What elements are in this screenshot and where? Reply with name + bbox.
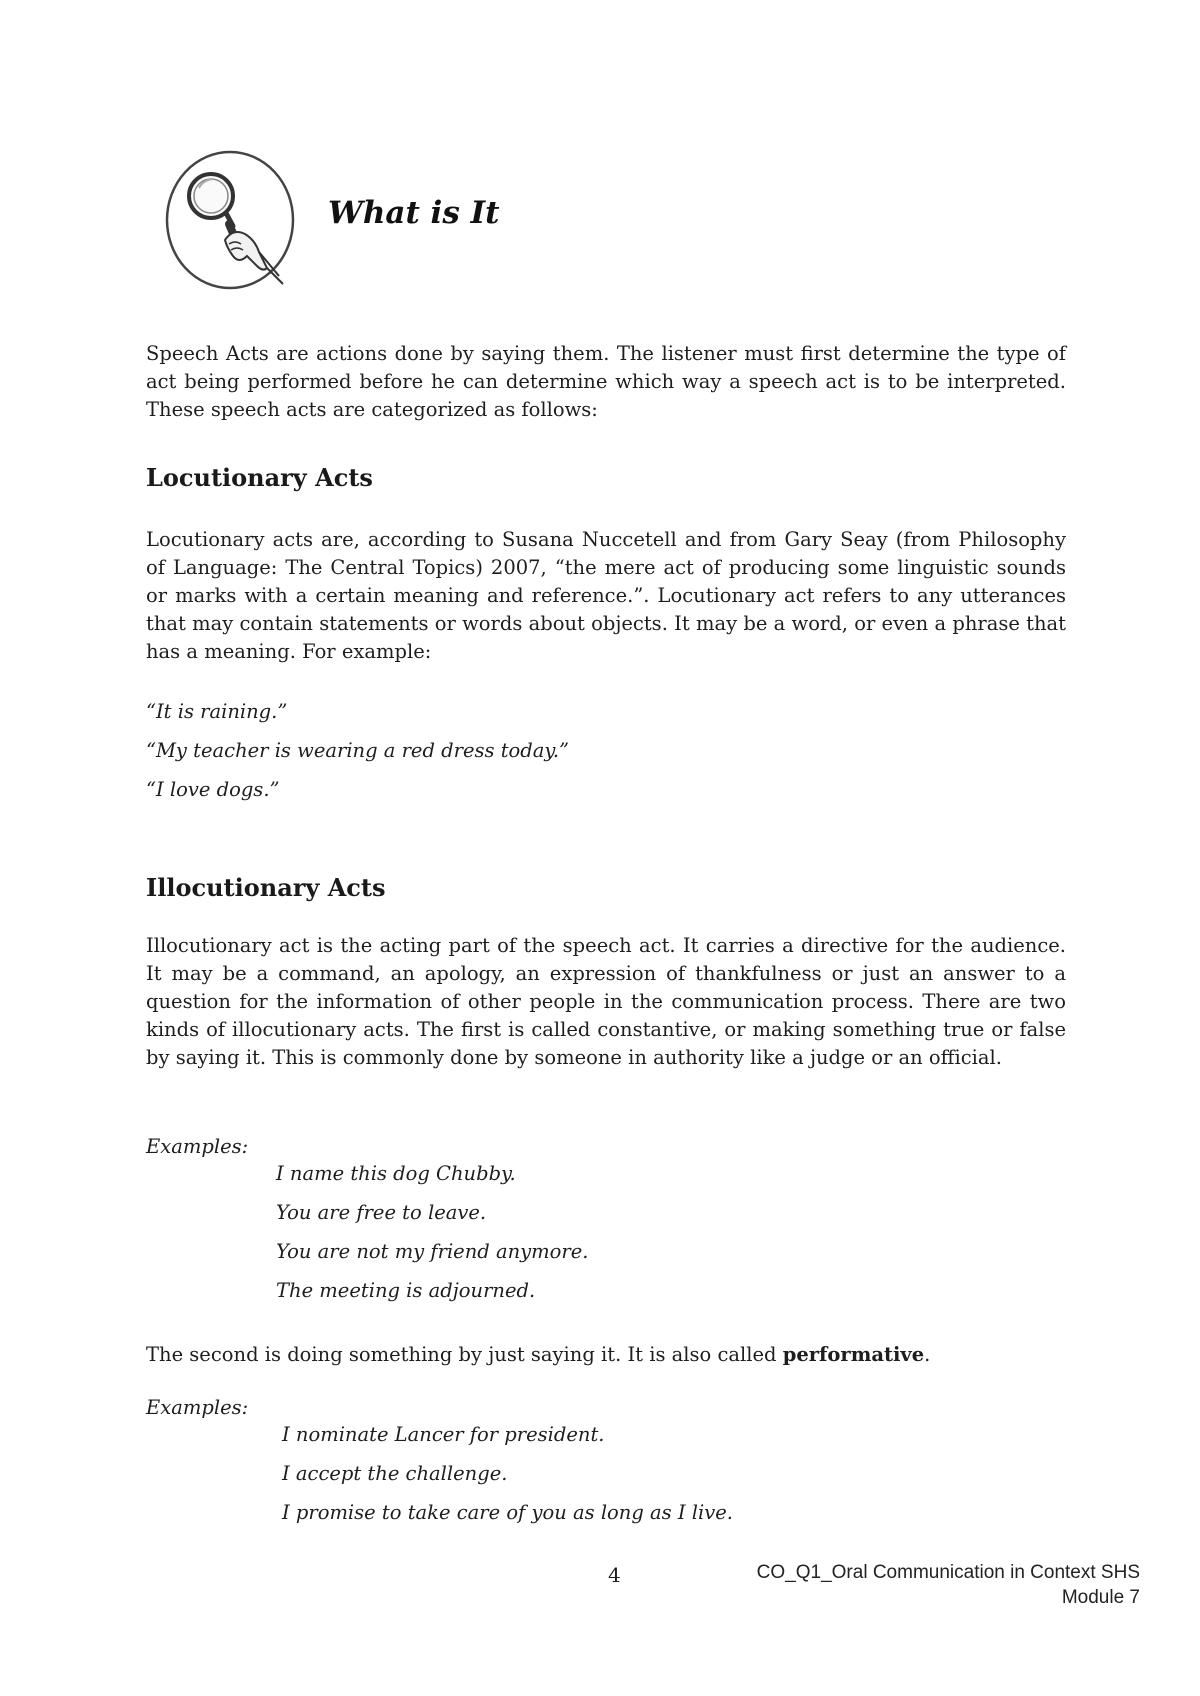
- performative-paragraph: [146, 1341, 1066, 1369]
- locutionary-heading: Locutionary Acts: [146, 463, 373, 492]
- page-number: 4: [608, 1563, 621, 1587]
- constantive-example: The meeting is adjourned.: [276, 1279, 536, 1302]
- examples-label: Examples:: [146, 1396, 249, 1419]
- constantive-example: I name this dog Chubby.: [276, 1162, 516, 1185]
- examples-label: Examples:: [146, 1135, 249, 1158]
- locutionary-paragraph: Locutionary acts are, according to Susana Nuccetell and from Gary Seay (from Philosophy of Language: The Central Topics) 2007, “the mere act of producing some linguistic sounds or marks with a certain meaning and reference.”. Locutionary act refers to any utterances that may contain statements or words about objects. It may be a word, or even a phrase that has a meaning. For example:: [146, 528, 1066, 663]
- illocutionary-heading: Illocutionary Acts: [146, 873, 386, 902]
- magnifying-glass-in-hand-icon: [163, 148, 297, 292]
- locutionary-example: “My teacher is wearing a red dress today.”: [146, 739, 569, 762]
- performative-example: I promise to take care of you as long as I live.: [282, 1501, 733, 1524]
- footer-module: Module 7: [1061, 1587, 1140, 1608]
- performative-end: .: [924, 1343, 931, 1366]
- section-title: What is It: [328, 195, 500, 231]
- footer-course-info: [757, 1560, 1140, 1610]
- locutionary-example: “It is raining.”: [146, 700, 288, 723]
- footer-course: CO_Q1_Oral Communication in Context SHS: [756, 1562, 1140, 1583]
- performative-example: I nominate Lancer for president.: [282, 1423, 605, 1446]
- performative-text: The second is doing something by just saying it. It is also called: [146, 1343, 783, 1366]
- constantive-example: You are not my friend anymore.: [276, 1240, 589, 1263]
- constantive-example: You are free to leave.: [276, 1201, 487, 1224]
- locutionary-example: “I love dogs.”: [146, 778, 280, 801]
- performative-example: I accept the challenge.: [282, 1462, 508, 1485]
- illocutionary-paragraph: Illocutionary act is the acting part of the speech act. It carries a directive for the audience. It may be a command, an apology, an expression of thankfulness or just an answer to a question for the information of other people in the communication process. There are two kinds of illocutionary acts. The first is called constantive, or making something true or false by saying it. This is commonly done by someone in authority like a judge or an official.: [146, 934, 1066, 1069]
- performative-term: performative: [782, 1343, 925, 1366]
- intro-paragraph: Speech Acts are actions done by saying them. The listener must first determine the type of act being performed before he can determine which way a speech act is to be interpreted. These speech acts are categorized as follows:: [146, 342, 1066, 421]
